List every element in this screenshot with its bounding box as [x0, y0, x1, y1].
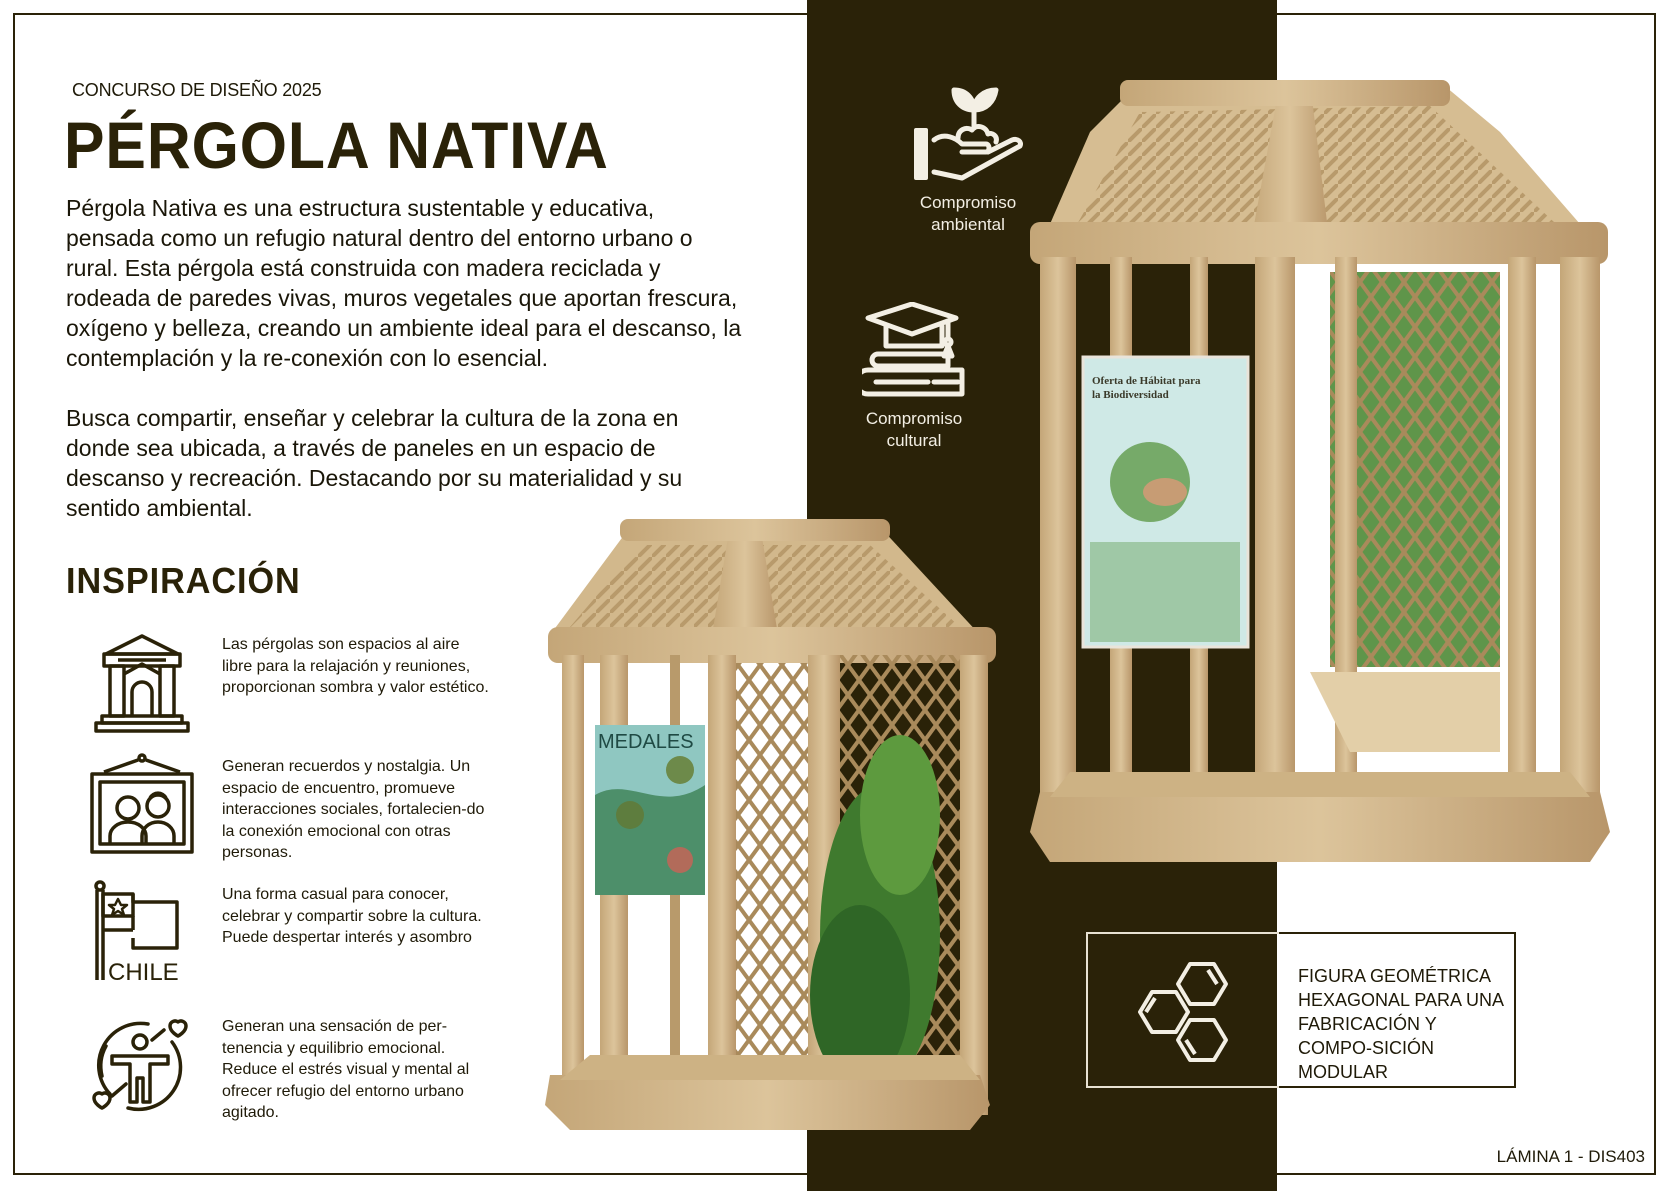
feature-box	[1086, 932, 1516, 1088]
wellbeing-person-icon	[88, 1012, 196, 1116]
svg-text:MEDALES: MEDALES	[598, 731, 694, 753]
commitment-cultural	[814, 302, 1014, 452]
feature-box-text: FIGURA GEOMÉTRICA HEXAGONAL PARA UNA FABRICACIÓN Y COMPO-SICIÓN MODULAR	[1298, 966, 1504, 1082]
pergola-render-small	[540, 515, 1000, 1140]
svg-text:CHILE: CHILE	[108, 959, 179, 984]
inspiration-text: Generan una sensación de per-tenencia y equilibrio emocional. Reduce el estrés visual y mental al ofrecer refugio del entorno urbano agitado.	[222, 1018, 470, 1121]
page-title: PÉRGOLA NATIVA	[64, 108, 609, 182]
hand-sprout-icon	[912, 84, 1024, 184]
chile-flag-icon	[88, 880, 196, 984]
commitment-label-line2: ambiental	[931, 215, 1005, 234]
contest-kicker: CONCURSO DE DISEÑO 2025	[72, 80, 322, 100]
inspiration-item	[88, 1012, 508, 1122]
pergola-render-large	[1030, 72, 1610, 872]
graduation-books-icon	[862, 302, 966, 400]
intro-paragraph-1: Pérgola Nativa es una estructura sustentable y educativa, pensada como un refugio natural dentro del entorno urbano o rural. Esta pérgola está construida con madera reciclada y rodeada de paredes vivas, muros vegetales que aportan frescura, oxígeno y belleza, creando un ambiente ideal para el descanso, la contemplación y la re-conexión con lo esencial.	[66, 195, 742, 371]
inspiration-text: Una forma casual para conocer, celebrar y compartir sobre la cultura. Puede despertar interés y asombro	[222, 886, 482, 946]
inspiration-text: Las pérgolas son espacios al aire libre para la relajación y reuniones, proporcionan sombra y valor estético.	[222, 636, 489, 696]
pergola-temple-icon	[88, 630, 196, 734]
intro-paragraph-2: Busca compartir, enseñar y celebrar la cultura de la zona en donde sea ubicada, a través de paneles en un espacio de descanso y recreación. Destacando por su materialidad y su sentido ambiental.	[66, 405, 683, 521]
svg-text:la Biodiversidad: la Biodiversidad	[1092, 389, 1169, 401]
inspiration-title: INSPIRACIÓN	[66, 560, 301, 601]
svg-text:Oferta de Hábitat para: Oferta de Hábitat para	[1092, 375, 1201, 387]
commitment-label-line1: Compromiso	[865, 409, 963, 428]
hexagons-icon	[1126, 962, 1238, 1062]
family-portrait-icon	[88, 752, 196, 856]
commitment-label-line2: cultural	[886, 431, 942, 450]
inspiration-text: Generan recuerdos y nostalgia. Un espacio de encuentro, promueve interacciones sociales, fortalecien-do la conexión emocional con otras personas.	[222, 758, 485, 861]
inspiration-item	[88, 880, 508, 990]
inspiration-item	[88, 630, 508, 740]
commitment-label-line1: Compromiso	[919, 193, 1017, 212]
sheet-label: LÁMINA 1 - DIS403	[1496, 1147, 1645, 1166]
inspiration-item	[88, 752, 508, 862]
